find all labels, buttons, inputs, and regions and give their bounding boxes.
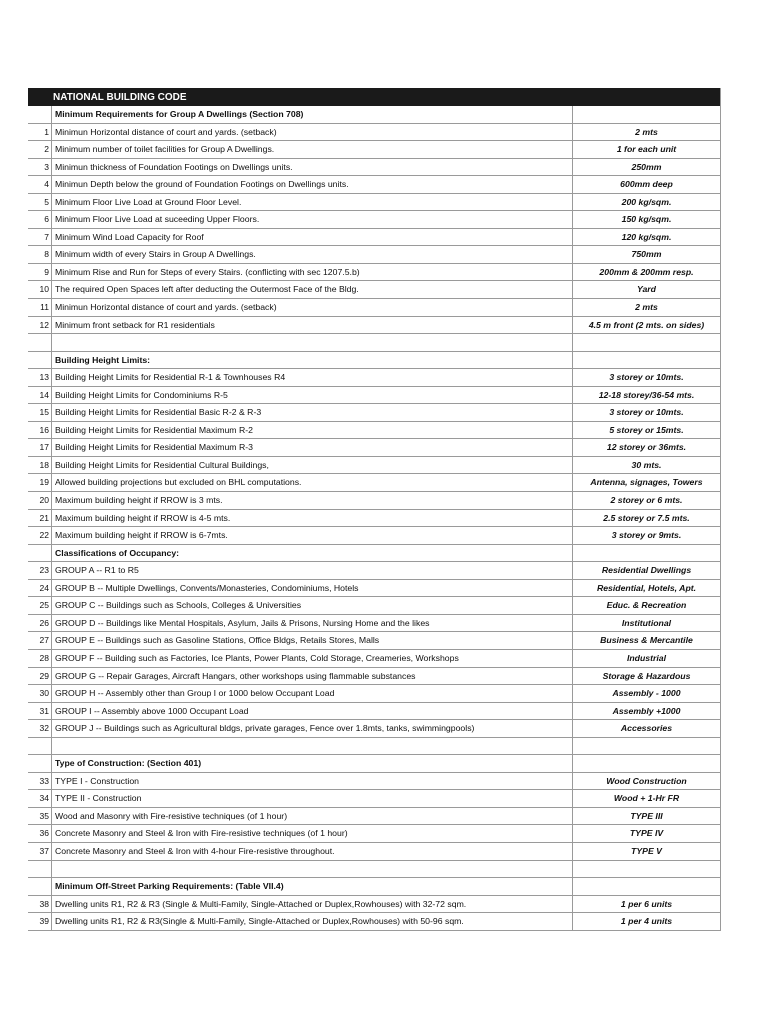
table-row — [28, 843, 721, 861]
row-value — [573, 545, 720, 562]
row-value: TYPE III — [630, 810, 663, 821]
row-number — [28, 878, 52, 895]
row-value: 3 storey or 9mts. — [611, 530, 682, 541]
building-code-table — [28, 88, 721, 931]
table-row — [28, 387, 721, 405]
blank-row — [28, 861, 721, 879]
blank-row — [28, 334, 721, 352]
section-title: Building Height Limits: — [52, 352, 573, 369]
row-value — [573, 106, 720, 123]
table-row — [28, 264, 721, 282]
row-number: 26 — [28, 615, 52, 632]
table-row — [28, 176, 721, 194]
section-header-row — [28, 352, 721, 370]
row-value: 1 per 4 units — [620, 916, 673, 927]
row-number: 22 — [28, 527, 52, 544]
row-description: Minimum width of every Stairs in Group A Dwellings. — [52, 246, 573, 263]
row-description: Minimum number of toilet facilities for Group A Dwellings. — [52, 141, 573, 158]
row-description: Dwelling units R1, R2 & R3 (Single & Multi-Family, Single-Attached or Duplex,Rowhouses) with 32-72 sqm. — [52, 896, 573, 913]
row-description: Building Height Limits for Residential Maximum R-2 — [52, 422, 573, 439]
section-title: Minimum Requirements for Group A Dwellings (Section 708) — [52, 106, 573, 123]
table-row — [28, 159, 721, 177]
row-value: TYPE IV — [629, 828, 664, 839]
row-description: Minimun Horizontal distance of court and yards. (setback) — [52, 124, 573, 141]
row-value — [573, 738, 720, 755]
table-row — [28, 913, 721, 931]
row-number: 38 — [28, 896, 52, 913]
row-value: Residential Dwellings — [601, 565, 692, 576]
section-title: Type of Construction: (Section 401) — [52, 755, 573, 772]
row-number: 35 — [28, 808, 52, 825]
row-number — [28, 334, 52, 351]
row-number: 30 — [28, 685, 52, 702]
table-row — [28, 527, 721, 545]
row-description: Building Height Limits for Residential Cultural Buildings, — [52, 457, 573, 474]
row-number: 9 — [28, 264, 52, 281]
row-number: 4 — [28, 176, 52, 193]
row-description: TYPE II - Construction — [52, 790, 573, 807]
row-number: 23 — [28, 562, 52, 579]
blank-row — [28, 738, 721, 756]
row-value: 600mm deep — [620, 179, 673, 190]
row-value: 1 for each unit — [616, 144, 677, 155]
table-row — [28, 720, 721, 738]
table-row — [28, 124, 721, 142]
table-row — [28, 317, 721, 335]
row-description — [52, 738, 573, 755]
table-row — [28, 615, 721, 633]
table-row — [28, 790, 721, 808]
row-description: Building Height Limits for Residential R-1 & Townhouses R4 — [52, 369, 573, 386]
row-value: 150 kg/sqm. — [621, 214, 672, 225]
row-description: The required Open Spaces left after deducting the Outermost Face of the Bldg. — [52, 281, 573, 298]
row-number — [28, 352, 52, 369]
row-number: 37 — [28, 843, 52, 860]
row-value: 200 kg/sqm. — [621, 196, 672, 207]
table-body — [28, 106, 721, 931]
section-header-row — [28, 878, 721, 896]
section-header-row — [28, 755, 721, 773]
row-number: 31 — [28, 703, 52, 720]
row-description: Minimum Floor Live Load at Ground Floor Level. — [52, 194, 573, 211]
table-title: NATIONAL BUILDING CODE — [28, 88, 721, 106]
row-number: 20 — [28, 492, 52, 509]
row-value: Industrial — [626, 652, 667, 663]
row-value: 2.5 storey or 7.5 mts. — [603, 512, 690, 523]
row-description: Maximum building height if RROW is 4-5 mts. — [52, 510, 573, 527]
row-number: 28 — [28, 650, 52, 667]
row-value: Business & Mercantile — [600, 635, 693, 646]
row-number — [28, 545, 52, 562]
table-row — [28, 299, 721, 317]
row-number: 5 — [28, 194, 52, 211]
table-row — [28, 422, 721, 440]
row-value — [573, 352, 720, 369]
row-number: 6 — [28, 211, 52, 228]
row-description: Minimum Wind Load Capacity for Roof — [52, 229, 573, 246]
row-number: 14 — [28, 387, 52, 404]
table-row — [28, 773, 721, 791]
table-row — [28, 229, 721, 247]
row-number: 11 — [28, 299, 52, 316]
row-number — [28, 755, 52, 772]
table-row — [28, 685, 721, 703]
table-row — [28, 703, 721, 721]
row-description: Concrete Masonry and Steel & Iron with 4-hour Fire-resistive throughout. — [52, 843, 573, 860]
row-value: Assembly +1000 — [612, 705, 681, 716]
row-number: 34 — [28, 790, 52, 807]
row-number: 24 — [28, 580, 52, 597]
row-value: Antenna, signages, Towers — [590, 477, 703, 488]
row-description: GROUP J -- Buildings such as Agricultural bldgs, private garages, Fence over 1.8mts, tanks, swimmingpools) — [52, 720, 573, 737]
row-number: 1 — [28, 124, 52, 141]
row-value: 12-18 storey/36-54 mts. — [598, 389, 695, 400]
table-row — [28, 668, 721, 686]
table-row — [28, 457, 721, 475]
row-description: GROUP F -- Building such as Factories, Ice Plants, Power Plants, Cold Storage, Creameries, Workshops — [52, 650, 573, 667]
table-row — [28, 194, 721, 212]
row-value — [573, 878, 720, 895]
row-value: 2 mts — [635, 302, 658, 313]
table-row — [28, 632, 721, 650]
table-row — [28, 896, 721, 914]
table-row — [28, 492, 721, 510]
row-description: Wood and Masonry with Fire-resistive techniques (of 1 hour) — [52, 808, 573, 825]
row-description: Allowed building projections but excluded on BHL computations. — [52, 474, 573, 491]
row-description: Minimum Rise and Run for Steps of every Stairs. (conflicting with sec 1207.5.b) — [52, 264, 573, 281]
row-value: 2 storey or 6 mts. — [610, 495, 683, 506]
row-value: 2 mts — [635, 126, 658, 137]
row-value: 750mm — [631, 249, 662, 260]
row-value — [573, 334, 720, 351]
row-number — [28, 106, 52, 123]
row-description: Dwelling units R1, R2 & R3(Single & Multi-Family, Single-Attached or Duplex,Rowhouses) with 50-96 sqm. — [52, 913, 573, 930]
row-value: 120 kg/sqm. — [621, 231, 672, 242]
row-value: 1 per 6 units — [620, 898, 673, 909]
row-description: Building Height Limits for Residential Basic R-2 & R-3 — [52, 404, 573, 421]
row-value: 30 mts. — [631, 459, 662, 470]
row-description — [52, 334, 573, 351]
row-description: GROUP G -- Repair Garages, Aircraft Hangars, other workshops using flammable substances — [52, 668, 573, 685]
section-header-row — [28, 545, 721, 563]
table-row — [28, 808, 721, 826]
table-row — [28, 562, 721, 580]
row-number — [28, 861, 52, 878]
table-row — [28, 474, 721, 492]
table-row — [28, 246, 721, 264]
row-number: 17 — [28, 439, 52, 456]
row-description: GROUP C -- Buildings such as Schools, Colleges & Universities — [52, 597, 573, 614]
row-number: 18 — [28, 457, 52, 474]
row-number: 16 — [28, 422, 52, 439]
row-number — [28, 738, 52, 755]
row-value: Wood + 1-Hr FR — [613, 793, 680, 804]
row-value: 4.5 m front (2 mts. on sides) — [588, 319, 705, 330]
row-number: 2 — [28, 141, 52, 158]
table-row — [28, 211, 721, 229]
table-row — [28, 141, 721, 159]
row-number: 29 — [28, 668, 52, 685]
row-description: Minimun Horizontal distance of court and yards. (setback) — [52, 299, 573, 316]
row-number: 19 — [28, 474, 52, 491]
row-description: Concrete Masonry and Steel & Iron with Fire-resistive techniques (of 1 hour) — [52, 825, 573, 842]
row-value: 250mm — [631, 161, 662, 172]
table-row — [28, 510, 721, 528]
table-row — [28, 650, 721, 668]
row-description: GROUP I -- Assembly above 1000 Occupant Load — [52, 703, 573, 720]
row-description: Minimun Depth below the ground of Foundation Footings on Dwellings units. — [52, 176, 573, 193]
table-row — [28, 369, 721, 387]
row-value: Educ. & Recreation — [606, 600, 687, 611]
row-number: 7 — [28, 229, 52, 246]
row-number: 33 — [28, 773, 52, 790]
row-description: Maximum building height if RROW is 6-7mts. — [52, 527, 573, 544]
row-value: Residential, Hotels, Apt. — [596, 582, 697, 593]
row-value: Storage & Hazardous — [602, 670, 691, 681]
row-number: 12 — [28, 317, 52, 334]
row-number: 39 — [28, 913, 52, 930]
row-number: 27 — [28, 632, 52, 649]
row-value: Wood Construction — [606, 775, 687, 786]
row-description: GROUP H -- Assembly other than Group I or 1000 below Occupant Load — [52, 685, 573, 702]
row-value: 12 storey or 36mts. — [606, 442, 687, 453]
row-description — [52, 861, 573, 878]
row-description: Building Height Limits for Residential Maximum R-3 — [52, 439, 573, 456]
row-description: GROUP D -- Buildings like Mental Hospitals, Asylum, Jails & Prisons, Nursing Home and the likes — [52, 615, 573, 632]
row-value: Yard — [637, 284, 656, 295]
section-title: Classifications of Occupancy: — [52, 545, 573, 562]
row-value — [573, 861, 720, 878]
table-row — [28, 580, 721, 598]
row-number: 25 — [28, 597, 52, 614]
row-number: 3 — [28, 159, 52, 176]
row-number: 21 — [28, 510, 52, 527]
row-description: GROUP E -- Buildings such as Gasoline Stations, Office Bldgs, Retails Stores, Malls — [52, 632, 573, 649]
row-description: TYPE I - Construction — [52, 773, 573, 790]
row-number: 8 — [28, 246, 52, 263]
row-value: Assembly - 1000 — [612, 688, 681, 699]
section-header-row — [28, 106, 721, 124]
row-number: 15 — [28, 404, 52, 421]
table-row — [28, 597, 721, 615]
row-value: 5 storey or 15mts. — [609, 424, 684, 435]
row-number: 13 — [28, 369, 52, 386]
row-description: Minimum front setback for R1 residentials — [52, 317, 573, 334]
row-number: 32 — [28, 720, 52, 737]
row-description: Maximum building height if RROW is 3 mts. — [52, 492, 573, 509]
row-number: 10 — [28, 281, 52, 298]
row-value: 3 storey or 10mts. — [609, 407, 684, 418]
table-row — [28, 404, 721, 422]
row-description: Minimun thickness of Foundation Footings on Dwellings units. — [52, 159, 573, 176]
row-description: Building Height Limits for Condominiums R-5 — [52, 387, 573, 404]
row-value: Accessories — [620, 723, 673, 734]
table-row — [28, 439, 721, 457]
row-description: GROUP B -- Multiple Dwellings, Convents/Monasteries, Condominiums, Hotels — [52, 580, 573, 597]
table-row — [28, 825, 721, 843]
row-description: Minimum Floor Live Load at suceeding Upper Floors. — [52, 211, 573, 228]
table-row — [28, 281, 721, 299]
row-value: 3 storey or 10mts. — [609, 372, 684, 383]
row-value: 200mm & 200mm resp. — [599, 266, 694, 277]
row-value — [573, 755, 720, 772]
section-title: Minimum Off-Street Parking Requirements: (Table VII.4) — [52, 878, 573, 895]
row-value: Institutional — [621, 617, 672, 628]
row-number: 36 — [28, 825, 52, 842]
row-value: TYPE V — [631, 845, 662, 856]
row-description: GROUP A -- R1 to R5 — [52, 562, 573, 579]
